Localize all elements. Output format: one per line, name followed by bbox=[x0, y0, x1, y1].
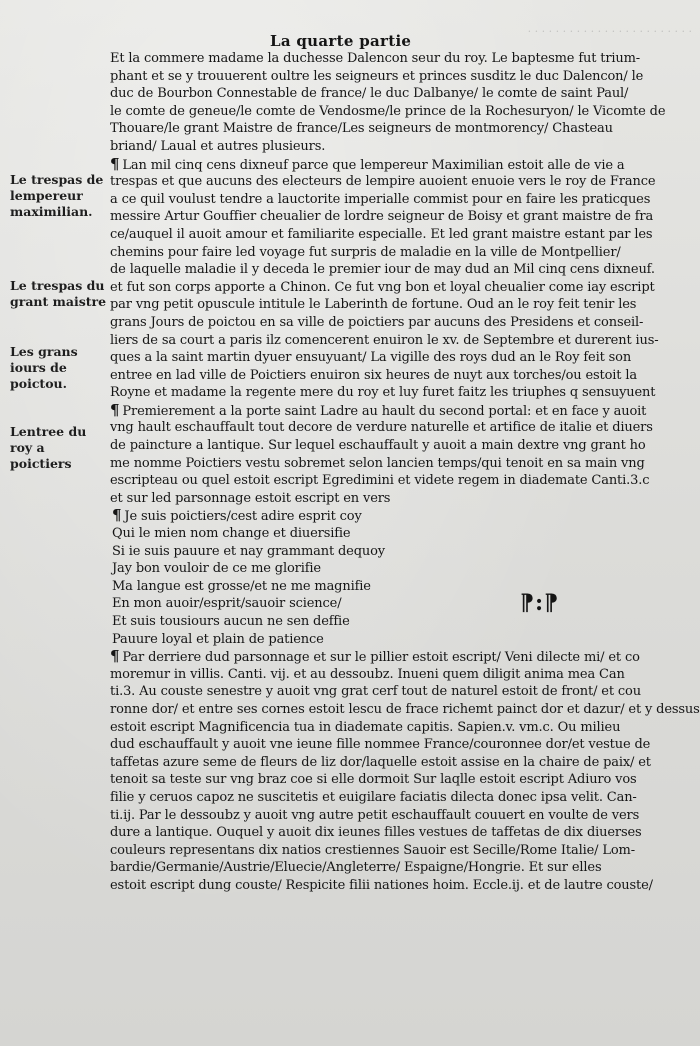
text-line: Ma langue est grosse/et ne me magnifie bbox=[112, 578, 371, 594]
text-line: taffetas azure seme de fleurs de liz dor/laquelle estoit assise en la chaire de paix/ et bbox=[110, 754, 651, 770]
text-line: moremur in villis. Canti. vij. et au dessoubz. Inueni quem diligit anima mea Can bbox=[110, 666, 625, 682]
margin-note-entree-poictiers: Lentree du roy a poictiers bbox=[10, 424, 87, 471]
text-line: et sur led parsonnage estoit escript en vers bbox=[110, 490, 391, 506]
text-line: trespas et que aucuns des electeurs de lempire auoient enuoie vers le roy de France bbox=[110, 174, 656, 190]
text-line: En mon auoir/esprit/sauoir science/ bbox=[112, 596, 342, 612]
body-text bbox=[110, 50, 700, 895]
text-line: Royne et madame la regente mere du roy et luy furet faitz les triuphes q sensuyuent bbox=[110, 385, 656, 401]
running-header: La quarte partie bbox=[270, 32, 412, 50]
text-line: liers de sa court a paris ilz comencerent enuiron le xv. de Septembre et durerent ius- bbox=[110, 332, 659, 348]
text-line: ques a la saint martin dyuer ensuyuant/ La vigille des roys dud an le Roy feit son bbox=[110, 350, 632, 366]
text-line: tenoit sa teste sur vng braz coe si elle dormoit Sur laqlle estoit escript Adiuro vos bbox=[110, 772, 637, 788]
text-line: briand/ Laual et autres plusieurs. bbox=[110, 138, 326, 154]
text-line: ¶ Premierement a la porte saint Ladre au hault du second portal: et en face y auoit bbox=[110, 402, 638, 420]
text-line: duc de Bourbon Connestable de france/ le duc Dalbanye/ le comte de saint Paul/ bbox=[110, 86, 629, 102]
text-line: estoit escript dung couste/ Respicite filii nationes hoim. Eccle.ij. et de lautre couste/ bbox=[110, 877, 653, 893]
text-line: par vng petit opuscule intitule le Laberinth de fortune. Oud an le roy feit tenir les bbox=[110, 297, 637, 313]
text-line: couleurs representans dix natios crestiennes Sauoir est Secille/Rome Italie/ Lom- bbox=[110, 842, 635, 858]
text-line: et fut son corps apporte a Chinon. Ce fut vng bon et loyal cheualier come iay escript bbox=[110, 279, 655, 295]
text-line: ti.ij. Par le dessoubz y auoit vng autre petit eschauffault couuert en voulte de vers bbox=[110, 807, 640, 823]
text-line: Pauure loyal et plain de patience bbox=[112, 631, 324, 647]
margin-note-maximilian: Le trespas de lempereur maximilian. bbox=[10, 172, 104, 219]
text-line: ¶ Par derriere dud parsonnage et sur le pillier estoit escript/ Veni dilecte mi/ et co bbox=[110, 648, 638, 666]
printer-ornament: ⁋:⁋ bbox=[520, 590, 560, 616]
text-line: entree en lad ville de Poictiers enuiron six heures de nuyt aux torches/ou estoit la bbox=[110, 367, 637, 383]
text-line: de laquelle maladie il y deceda le premier iour de may dud an Mil cinq cens dixneuf. bbox=[110, 262, 655, 278]
text-line: messire Artur Gouffier cheualier de lordre seigneur de Boisy et grant maistre de fra bbox=[110, 209, 654, 225]
margin-note-grans-iours: Les grans iours de poictou. bbox=[10, 344, 78, 391]
text-line: bardie/Germanie/Austrie/Eluecie/Angleterre/ Espaigne/Hongrie. Et sur elles bbox=[110, 860, 602, 876]
text-line: escripteau ou quel estoit escript Egredimini et videte regem in diademate Canti.3.c bbox=[110, 473, 650, 489]
text-line: estoit escript Magnificencia tua in diademate capitis. Sapien.v. vm.c. Ou milieu bbox=[110, 719, 621, 735]
text-line: ce/auquel il auoit amour et familiarite especialle. Et led grant maistre estant par les bbox=[110, 226, 653, 242]
show-through-text: · · · · · · · · · · · · · · · · · · · · · · · · bbox=[527, 25, 692, 38]
text-line: Qui le mien nom change et diuersifie bbox=[112, 526, 351, 542]
text-line: grans Jours de poictou en sa ville de poictiers par aucuns des Presidens et conseil- bbox=[110, 314, 644, 330]
text-line: Si ie suis pauure et nay grammant dequoy bbox=[112, 543, 385, 559]
text-line: dud eschauffault y auoit vne ieune fille nommee France/couronnee dor/et vestue de bbox=[110, 737, 651, 753]
text-line: ¶ Lan mil cinq cens dixneuf parce que lempereur Maximilian estoit alle de vie a bbox=[110, 156, 638, 174]
text-line: vng hault eschauffault tout decore de verdure naturelle et artifice de italie et diuers bbox=[110, 420, 653, 436]
text-line: Et suis tousiours aucun ne sen deffie bbox=[112, 614, 350, 629]
text-line: filie y ceruos capoz ne suscitetis et euigilare faciatis dilecta donec ipsa velit. Can- bbox=[110, 789, 637, 805]
text-line: chemins pour faire led voyage fut surpris de maladie en la ville de Montpellier/ bbox=[110, 244, 621, 260]
text-line: a ce quil voulust tendre a lauctorite imperialle commist pour en faire les praticques bbox=[110, 191, 651, 207]
text-line: me nomme Poictiers vestu sobremet selon lancien temps/qui tenoit en sa main vng bbox=[110, 455, 645, 471]
text-line: ronne dor/ et entre ses cornes estoit lescu de frace richemt painct dor et dazur/ et y dessus bbox=[110, 701, 700, 717]
text-line: de paincture a lantique. Sur lequel eschauffault y auoit a main dextre vng grant ho bbox=[110, 438, 646, 454]
text-line: ti.3. Au couste senestre y auoit vng grat cerf tout de naturel estoit de front/ et cou bbox=[110, 684, 641, 700]
text-line: phant et se y trouuerent oultre les seigneurs et princes susditz le duc Dalencon/ le bbox=[110, 68, 644, 84]
text-line: Jay bon vouloir de ce me glorifie bbox=[112, 561, 321, 577]
margin-note-grant-maistre: Le trespas du grant maistre bbox=[10, 278, 107, 309]
text-line: ¶ Je suis poictiers/cest adire esprit coy bbox=[110, 507, 638, 525]
text-line: dure a lantique. Ouquel y auoit dix ieunes filles vestues de taffetas de dix diuerses bbox=[110, 825, 642, 841]
text-line: Et la commere madame la duchesse Dalencon seur du roy. Le baptesme fut trium- bbox=[110, 51, 641, 66]
text-line: Thouare/le grant Maistre de france/Les seigneurs de montmorency/ Chasteau bbox=[110, 121, 613, 137]
text-line: le comte de geneue/le comte de Vendosme/le prince de la Rochesuryon/ le Vicomte de bbox=[110, 103, 666, 119]
